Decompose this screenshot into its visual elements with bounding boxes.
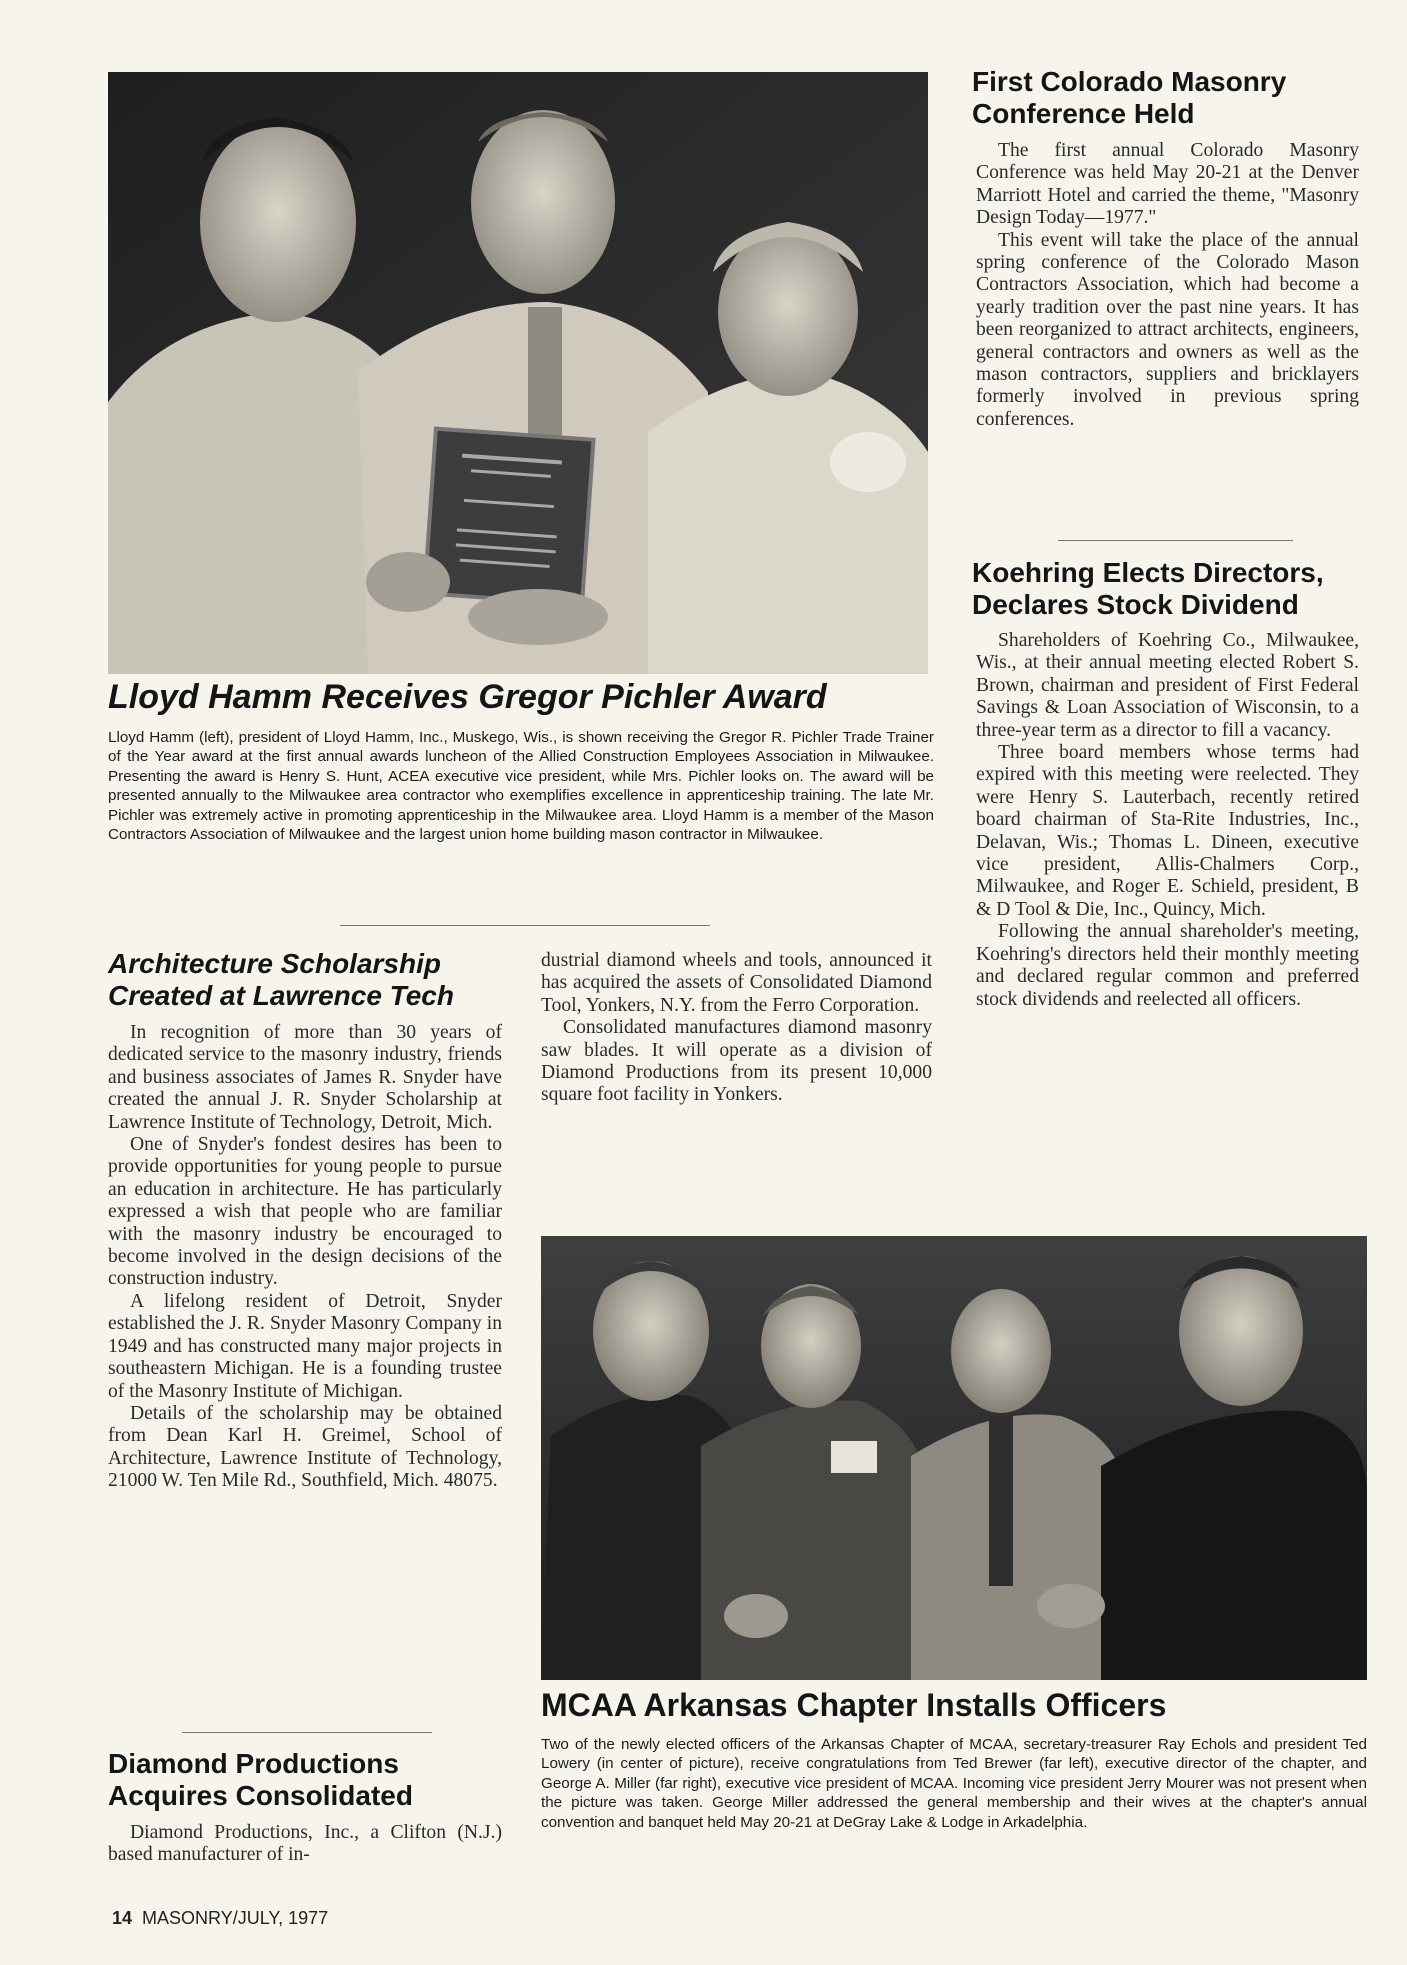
diamond-paragraph: Consolidated manufactures diamond masonry saw blades. It will operate as a division of Diamond Productions from its present 10,000 square foot facility in Yonkers. <box>541 1017 932 1106</box>
diamond-article-start <box>108 1822 502 1867</box>
architecture-paragraph: In recognition of more than 30 years of dedicated service to the masonry industry, friends and business associates of James R. Snyder have created the annual J. R. Snyder Scholarship at Lawrence Institute of Technology, Detroit, Mich. <box>108 1022 502 1133</box>
divider <box>340 925 710 926</box>
colorado-paragraph: The first annual Colorado Masonry Conference was held May 20-21 at the Denver Marriott Hotel and carried the theme, "Masonry Design Today—1977." <box>976 140 1359 229</box>
publication-line: MASONRY/JULY, 1977 <box>142 1908 329 1928</box>
architecture-article <box>108 1022 502 1493</box>
mcaa-title: MCAA Arkansas Chapter Installs Officers <box>541 1687 1167 1723</box>
colorado-title: First Colorado Masonry Conference Held <box>972 66 1287 129</box>
diamond-paragraph: Diamond Productions, Inc., a Clifton (N.J.) based manufacturer of in- <box>108 1822 502 1866</box>
diamond-article-continued <box>541 950 932 1107</box>
koehring-title: Koehring Elects Directors, Declares Stock Dividend <box>972 557 1324 620</box>
hamm-award-caption: Lloyd Hamm (left), president of Lloyd Hamm, Inc., Muskego, Wis., is shown receiving the Gregor R. Pichler Trade Trainer of the Year award at the first annual awards luncheon of the Allied Construction Employees Association in Milwaukee. Presenting the award is Henry S. Hunt, ACEA executive vice president, while Mrs. Pichler looks on. The award will be presented annually to the Milwaukee area contractor who exemplifies excellence in apprenticeship training. The late Mr. Pichler was extremely active in promoting apprenticeship in the Milwaukee area. Lloyd Hamm is a member of the Mason Contractors Association of Milwaukee and the largest union home building mason contractor in Milwaukee. <box>108 729 934 844</box>
colorado-article <box>976 140 1359 431</box>
divider <box>1058 540 1293 541</box>
diamond-paragraph: dustrial diamond wheels and tools, announced it has acquired the assets of Consolidated Diamond Tool, Yonkers, N.Y. from the Ferro Corporation. <box>541 950 932 1016</box>
architecture-paragraph: A lifelong resident of Detroit, Snyder established the J. R. Snyder Masonry Company in 1949 and has constructed many major projects in southeastern Michigan. He is a founding trustee of the Masonry Institute of Michigan. <box>108 1290 502 1402</box>
award-photo-image <box>108 72 928 674</box>
page-footer <box>112 1908 328 1929</box>
divider <box>182 1732 432 1733</box>
koehring-article <box>976 630 1359 1011</box>
arkansas-photo <box>541 1236 1367 1680</box>
architecture-paragraph: Details of the scholarship may be obtained from Dean Karl H. Greimel, School of Architecture, Lawrence Institute of Technology, 21000 W. Ten Mile Rd., Southfield, Mich. 48075. <box>108 1402 502 1492</box>
page-number: 14 <box>112 1908 133 1928</box>
diamond-title: Diamond Productions Acquires Consolidated <box>108 1748 413 1811</box>
arkansas-photo-image <box>541 1236 1367 1680</box>
colorado-paragraph: This event will take the place of the annual spring conference of the Colorado Mason Contractors Association, which had become a yearly tradition over the past nine years. It has been reorganized to attract architects, engineers, general contractors and owners as well as the mason contractors, suppliers and bricklayers formerly involved in previous spring conferences. <box>976 229 1359 430</box>
architecture-title: Architecture Scholarship Created at Lawrence Tech <box>108 948 454 1011</box>
award-photo <box>108 72 928 674</box>
hamm-award-title: Lloyd Hamm Receives Gregor Pichler Award <box>108 678 827 716</box>
koehring-paragraph: Three board members whose terms had expired with this meeting were reelected. They were Henry S. Lauterbach, recently retired board chairman of Sta-Rite Industries, Inc., Delavan, Wis.; Thomas L. Dineen, executive vice president, Allis-Chalmers Corp., Milwaukee, and Roger E. Schield, president, B & D Tool & Die, Inc., Quincy, Mich. <box>976 742 1359 920</box>
koehring-paragraph: Following the annual shareholder's meeting, Koehring's directors held their monthly meeting and declared regular common and preferred stock dividends and reelected all officers. <box>976 921 1359 1010</box>
mcaa-caption: Two of the newly elected officers of the Arkansas Chapter of MCAA, secretary-treasurer Ray Echols and president Ted Lowery (in center of picture), receive congratulations from Ted Brewer (far left), executive director of the chapter, and George A. Miller (far right), executive vice president of MCAA. Incoming vice president Jerry Mourer was not present when the picture was taken. George Miller addressed the general membership and their wives at the chapter's annual convention and banquet held May 20-21 at DeGray Lake & Lodge in Arkadelphia. <box>541 1736 1367 1831</box>
architecture-paragraph: One of Snyder's fondest desires has been to provide opportunities for young people to pursue an education in architecture. He has particularly expressed a wish that people who are familiar with the masonry industry be encouraged to become involved in the design decisions of the construction industry. <box>108 1134 502 1290</box>
koehring-paragraph: Shareholders of Koehring Co., Milwaukee, Wis., at their annual meeting elected Robert S. Brown, chairman and president of First Federal Savings & Loan Association of Wisconsin, to a three-year term as a director to fill a vacancy. <box>976 630 1359 741</box>
